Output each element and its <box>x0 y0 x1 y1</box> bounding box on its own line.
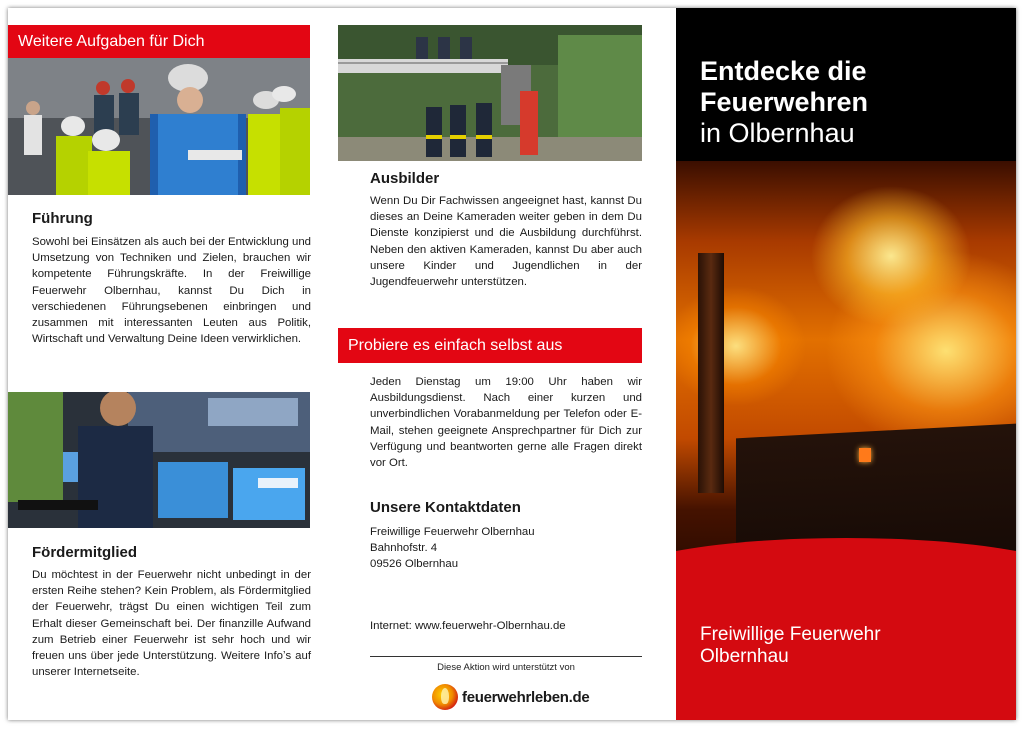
support-note: Diese Aktion wird unterstützt von <box>437 662 575 673</box>
heading-fuehrung: Führung <box>32 210 93 227</box>
heading-kontakt: Unsere Kontaktdaten <box>370 499 521 516</box>
text-foerdermitglied: Du möchtest in der Feuerwehr nicht unbedingt in der ersten Reihe stehen? Kein Problem, als Fördermitglied der Feuerwehr, trägst Du einen wichtigen Teil zum Erhalt dieser Gemeinschaft bei. Der finanzille Aufwand zum Betrieb einer Feuerwehr ist sehr hoch und wir freuen uns über jede Unterstützung. Weitere Infoʼs auf unserer Internetseite. <box>32 569 311 679</box>
window-glow <box>859 448 871 462</box>
photo-control-room-illustration <box>8 392 310 528</box>
text-probiere: Jeden Dienstag um 19:00 Uhr haben wir Ausbildungsdienst. Nach einer kurzen und unverbindlichen Vorabanmeldung per Telefon oder E-Mail, stehen geeignete Ansprechpartner für Dich zur Verfügung und beantworten gerne alle Fragen direkt vor Ort. <box>370 376 642 470</box>
heading-foerdermitglied: Fördermitglied <box>32 544 138 561</box>
photo-firefighters-illustration <box>8 58 310 195</box>
cover-title-line2: Feuerwehren <box>700 87 869 117</box>
brochure-sheet <box>8 8 1016 720</box>
cover-subtitle-line1: Freiwillige Feuerwehr <box>700 624 881 645</box>
contact-internet[interactable]: Internet: www.feuerwehr-Olbernhau.de <box>370 620 566 632</box>
cover-subtitle-line2: Olbernhau <box>700 646 789 667</box>
cover-title-line3: in Olbernhau <box>700 118 855 148</box>
photo-control-room <box>8 392 310 528</box>
section-banner-aufgaben: Weitere Aufgaben für Dich <box>8 25 310 58</box>
contact-name: Freiwillige Feuerwehr Olbernhau <box>370 526 535 538</box>
sponsor-logo-text: feuerwehrleben.de <box>462 688 590 706</box>
text-ausbilder: Wenn Du Dir Fachwissen angeeignet hast, kannst Du dieses an Deine Kameraden weiter geben in dem Du Dienste konzipierst und die Ausbildung durchführst. Neben den aktiven Kameraden, kannst Du aber auch unsere Kinder und Jugendlichen in der Jugendfeuerwehr unterstützen. <box>370 195 642 289</box>
brochure-cover-panel <box>676 8 1016 720</box>
contact-street: Bahnhofstr. 4 <box>370 542 438 555</box>
photo-firefighters-group <box>8 58 310 195</box>
sponsor-logo[interactable] <box>432 684 589 710</box>
chimney-silhouette <box>698 253 724 493</box>
text-fuehrung: Sowohl bei Einsätzen als auch bei der Entwicklung und Umsetzung von Techniken und Zielen, brauchen wir kompetente Führungskräfte. In der Freiwillige Feuerwehr Olbernhau, kannst Du Dich in verschiedenen Führungsebenen einbringen und zusammen mit interessanten Leuten aus Politik, Wirtschaft und Verwaltung Deine Ideen verwirklichen. <box>32 236 311 346</box>
photo-turntable-ladder <box>338 25 642 161</box>
cover-title-line1: Entdecke die <box>700 56 867 86</box>
contact-block <box>370 524 535 573</box>
brochure-panel-left <box>8 8 313 720</box>
cover-subtitle <box>700 624 881 668</box>
section-banner-probiere: Probiere es einfach selbst aus <box>338 328 642 363</box>
photo-ladder-illustration <box>338 25 642 161</box>
contact-city: 09526 Olbernhau <box>370 558 459 571</box>
flame-logo-icon <box>432 684 458 710</box>
heading-ausbilder: Ausbilder <box>370 170 440 187</box>
cover-title <box>700 56 868 149</box>
divider-line <box>370 656 642 657</box>
